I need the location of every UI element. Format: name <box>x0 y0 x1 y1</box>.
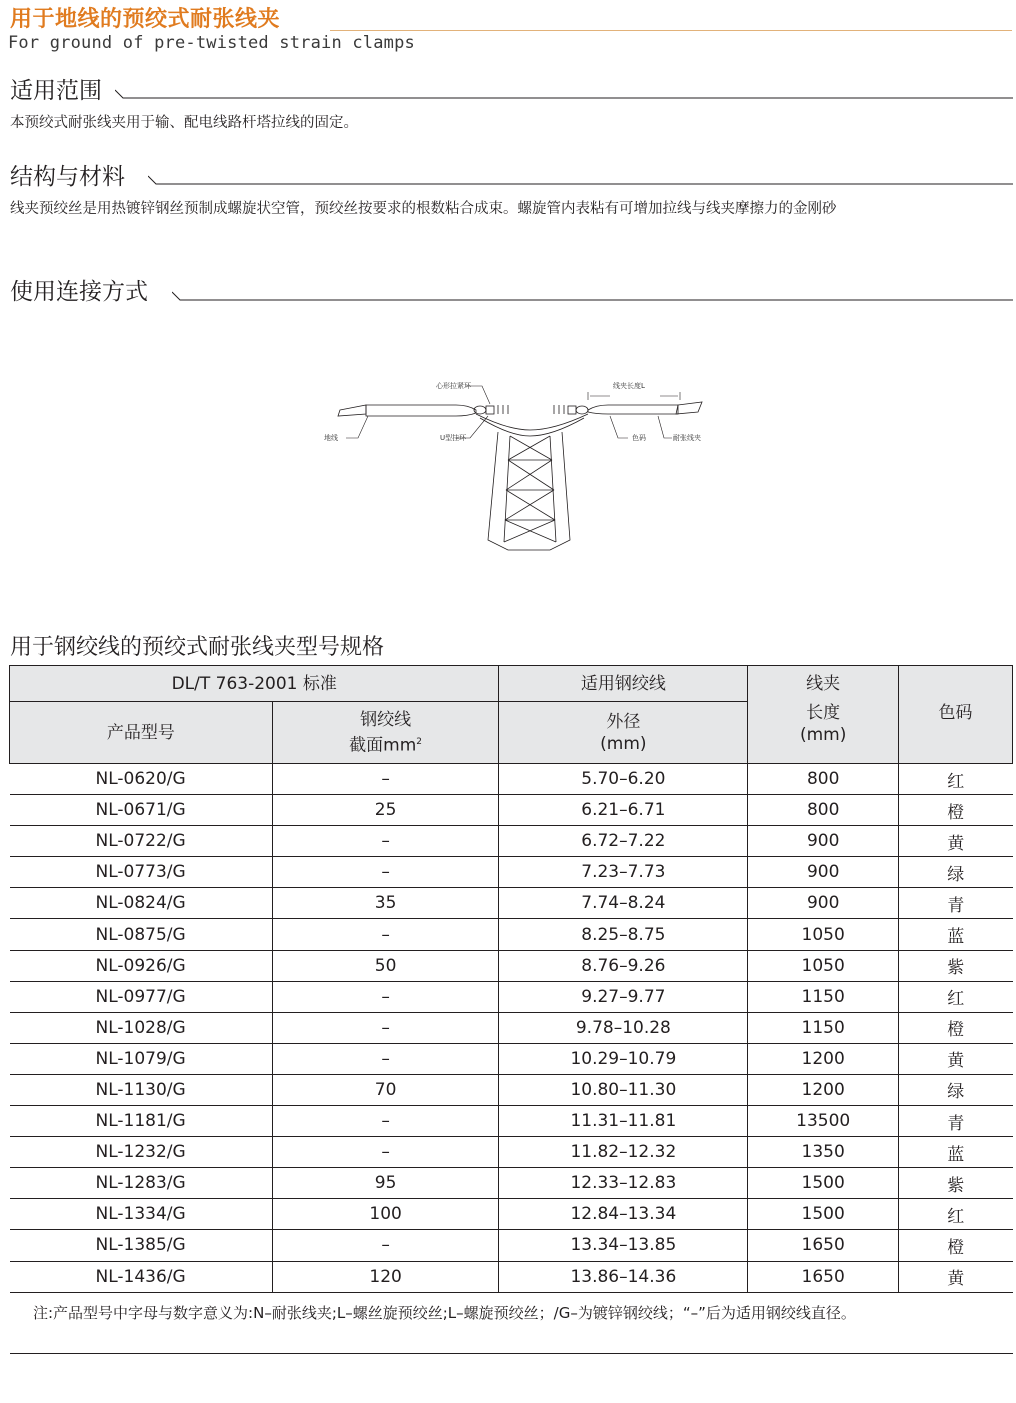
cell-model: NL-1334/G <box>10 1199 273 1230</box>
strain-clamp-label: 耐张线夹 <box>673 434 701 442</box>
table-row <box>10 1043 1013 1074</box>
cell-color: 红 <box>899 1199 1013 1230</box>
header-model: 产品型号 <box>10 702 273 764</box>
cell-color: 橙 <box>899 795 1013 826</box>
header-standard: DL/T 763-2001 标准 <box>10 666 499 702</box>
cell-length: 1350 <box>748 1137 899 1168</box>
header-strand-section <box>272 702 499 764</box>
scope-heading: 适用范围 <box>10 78 102 104</box>
bottom-divider <box>10 1353 1013 1354</box>
table-row <box>10 981 1013 1012</box>
header-length-line1: 长度 <box>806 702 841 723</box>
scope-heading-rule <box>115 86 1013 102</box>
tower-body <box>488 432 570 550</box>
page-title: 用于地线的预绞式耐张线夹 <box>10 7 281 32</box>
cell-section: – <box>272 764 499 795</box>
cell-model: NL-0824/G <box>10 888 273 919</box>
scope-text: 本预绞式耐张线夹用于输、配电线路杆塔拉线的固定。 <box>10 115 358 131</box>
cell-section: – <box>272 857 499 888</box>
header-color-code: 色码 <box>899 702 1013 764</box>
cell-color: 黄 <box>899 1261 1013 1292</box>
cell-diameter: 8.76–9.26 <box>499 950 748 981</box>
cell-length: 800 <box>748 764 899 795</box>
cell-length: 1500 <box>748 1199 899 1230</box>
cell-model: NL-1079/G <box>10 1043 273 1074</box>
cell-length: 1200 <box>748 1043 899 1074</box>
cell-section: – <box>272 1106 499 1137</box>
cell-model: NL-1181/G <box>10 1106 273 1137</box>
header-outer-dia-line2: (mm) <box>600 733 647 754</box>
cell-color: 橙 <box>899 1012 1013 1043</box>
cell-section: 25 <box>272 795 499 826</box>
cell-model: NL-1436/G <box>10 1261 273 1292</box>
right-fitting <box>554 405 588 414</box>
color-code-leader <box>610 416 628 438</box>
cell-diameter: 7.74–8.24 <box>499 888 748 919</box>
cell-color: 蓝 <box>899 919 1013 950</box>
cell-length: 1200 <box>748 1074 899 1105</box>
cell-length: 800 <box>748 795 899 826</box>
cell-color: 黄 <box>899 826 1013 857</box>
left-strain-clamp <box>366 405 476 416</box>
left-fitting <box>474 405 508 414</box>
ground-wire-label: 地线 <box>324 434 338 442</box>
ground-wire-leader <box>346 416 368 438</box>
table-row <box>10 764 1013 795</box>
cell-model: NL-0926/G <box>10 950 273 981</box>
table-row <box>10 857 1013 888</box>
table-title: 用于钢绞线的预绞式耐张线夹型号规格 <box>10 635 385 660</box>
cell-model: NL-1232/G <box>10 1137 273 1168</box>
cell-section: 35 <box>272 888 499 919</box>
cell-model: NL-1028/G <box>10 1012 273 1043</box>
cell-color: 青 <box>899 1106 1013 1137</box>
header-outer-diameter <box>499 702 748 764</box>
cell-length: 900 <box>748 826 899 857</box>
cell-section: 50 <box>272 950 499 981</box>
cell-section: – <box>272 826 499 857</box>
header-length-line2: (mm) <box>799 724 847 745</box>
cell-color: 橙 <box>899 1230 1013 1261</box>
title-divider <box>330 30 1012 31</box>
cell-diameter: 13.34–13.85 <box>499 1230 748 1261</box>
cell-length: 13500 <box>748 1106 899 1137</box>
cell-diameter: 6.72–7.22 <box>499 826 748 857</box>
cell-color: 红 <box>899 764 1013 795</box>
header-clamp: 线夹 <box>748 666 899 702</box>
cell-color: 绿 <box>899 857 1013 888</box>
cell-section: 95 <box>272 1168 499 1199</box>
header-length <box>748 702 899 764</box>
cell-length: 1500 <box>748 1168 899 1199</box>
table-row <box>10 919 1013 950</box>
u-shackle-label: U型挂环 <box>440 434 467 442</box>
tower-crossarm <box>476 414 588 430</box>
connection-heading: 使用连接方式 <box>10 279 148 305</box>
cell-color: 青 <box>899 888 1013 919</box>
header-applicable-strand: 适用钢绞线 <box>499 666 748 702</box>
cell-length: 900 <box>748 888 899 919</box>
table-row <box>10 1074 1013 1105</box>
table-row <box>10 888 1013 919</box>
right-strain-clamp <box>588 405 678 414</box>
header-strand-line1: 钢绞线 <box>360 709 412 730</box>
cell-model: NL-0875/G <box>10 919 273 950</box>
cell-section: 120 <box>272 1261 499 1292</box>
table-row <box>10 1168 1013 1199</box>
thimble-label: 心形拉紧环 <box>436 382 471 390</box>
cell-model: NL-0977/G <box>10 981 273 1012</box>
structure-heading: 结构与材料 <box>10 164 125 190</box>
cell-model: NL-1130/G <box>10 1074 273 1105</box>
cell-diameter: 5.70–6.20 <box>499 764 748 795</box>
strain-clamp-leader <box>658 416 672 438</box>
header-strand-sup: 2 <box>416 736 423 747</box>
cell-model: NL-0620/G <box>10 764 273 795</box>
table-row <box>10 1106 1013 1137</box>
cell-section: – <box>272 1043 499 1074</box>
clamp-length-dimension <box>588 392 680 400</box>
cell-length: 1150 <box>748 1012 899 1043</box>
color-code-label: 色码 <box>632 434 646 442</box>
cell-diameter: 10.80–11.30 <box>499 1074 748 1105</box>
right-ground-wire <box>676 402 702 414</box>
connection-heading-rule <box>172 288 1013 304</box>
cell-length: 1050 <box>748 919 899 950</box>
connection-diagram <box>318 372 718 562</box>
cell-diameter: 11.82–12.32 <box>499 1137 748 1168</box>
cell-length: 1650 <box>748 1261 899 1292</box>
cell-diameter: 6.21–6.71 <box>499 795 748 826</box>
cell-model: NL-1385/G <box>10 1230 273 1261</box>
cell-diameter: 9.27–9.77 <box>499 981 748 1012</box>
cell-diameter: 10.29–10.79 <box>499 1043 748 1074</box>
table-row <box>10 1012 1013 1043</box>
cell-diameter: 8.25–8.75 <box>499 919 748 950</box>
cell-color: 紫 <box>899 950 1013 981</box>
table-row <box>10 795 1013 826</box>
structure-heading-rule <box>148 172 1013 188</box>
cell-length: 1650 <box>748 1230 899 1261</box>
cell-diameter: 12.84–13.34 <box>499 1199 748 1230</box>
structure-text: 线夹预绞丝是用热镀锌钢丝预制成螺旋状空管，预绞丝按要求的根数粘合成束。螺旋管内表粘有可增加拉线与线夹摩擦力的金刚砂 <box>10 201 837 217</box>
cell-length: 900 <box>748 857 899 888</box>
cell-section: – <box>272 1230 499 1261</box>
cell-diameter: 13.86–14.36 <box>499 1261 748 1292</box>
footnote: 注:产品型号中字母与数字意义为:N–耐张线夹;L–螺丝旋预绞丝;L–螺旋预绞丝；/G–为镀锌钢绞线；“–”后为适用钢绞线直径。 <box>33 1304 856 1322</box>
cell-section: – <box>272 981 499 1012</box>
cell-color: 绿 <box>899 1074 1013 1105</box>
cell-section: – <box>272 1012 499 1043</box>
cell-diameter: 7.23–7.73 <box>499 857 748 888</box>
cell-diameter: 11.31–11.81 <box>499 1106 748 1137</box>
header-outer-dia-line1: 外径 <box>606 711 641 732</box>
cell-section: 70 <box>272 1074 499 1105</box>
cell-model: NL-0722/G <box>10 826 273 857</box>
cell-model: NL-1283/G <box>10 1168 273 1199</box>
cell-section: 100 <box>272 1199 499 1230</box>
spec-table <box>9 665 1013 1293</box>
table-row <box>10 1137 1013 1168</box>
header-strand-line2: 截面mm <box>349 735 417 756</box>
cell-color: 红 <box>899 981 1013 1012</box>
header-color-spacer <box>899 666 1013 702</box>
header-strand-line2-wrap <box>273 731 499 757</box>
clamp-length-label: 线夹长度L <box>613 382 645 390</box>
cell-diameter: 9.78–10.28 <box>499 1012 748 1043</box>
cell-length: 1050 <box>748 950 899 981</box>
cell-model: NL-0671/G <box>10 795 273 826</box>
table-row <box>10 1261 1013 1292</box>
page-subtitle: For ground of pre-twisted strain clamps <box>8 33 415 53</box>
table-row <box>10 950 1013 981</box>
table-row <box>10 1230 1013 1261</box>
cell-section: – <box>272 919 499 950</box>
cell-color: 紫 <box>899 1168 1013 1199</box>
left-ground-wire <box>338 405 366 416</box>
spec-table-body <box>10 764 1013 1293</box>
table-row <box>10 1199 1013 1230</box>
cell-length: 1150 <box>748 981 899 1012</box>
cell-color: 蓝 <box>899 1137 1013 1168</box>
cell-color: 黄 <box>899 1043 1013 1074</box>
cell-diameter: 12.33–12.83 <box>499 1168 748 1199</box>
table-row <box>10 826 1013 857</box>
cell-section: – <box>272 1137 499 1168</box>
cell-model: NL-0773/G <box>10 857 273 888</box>
